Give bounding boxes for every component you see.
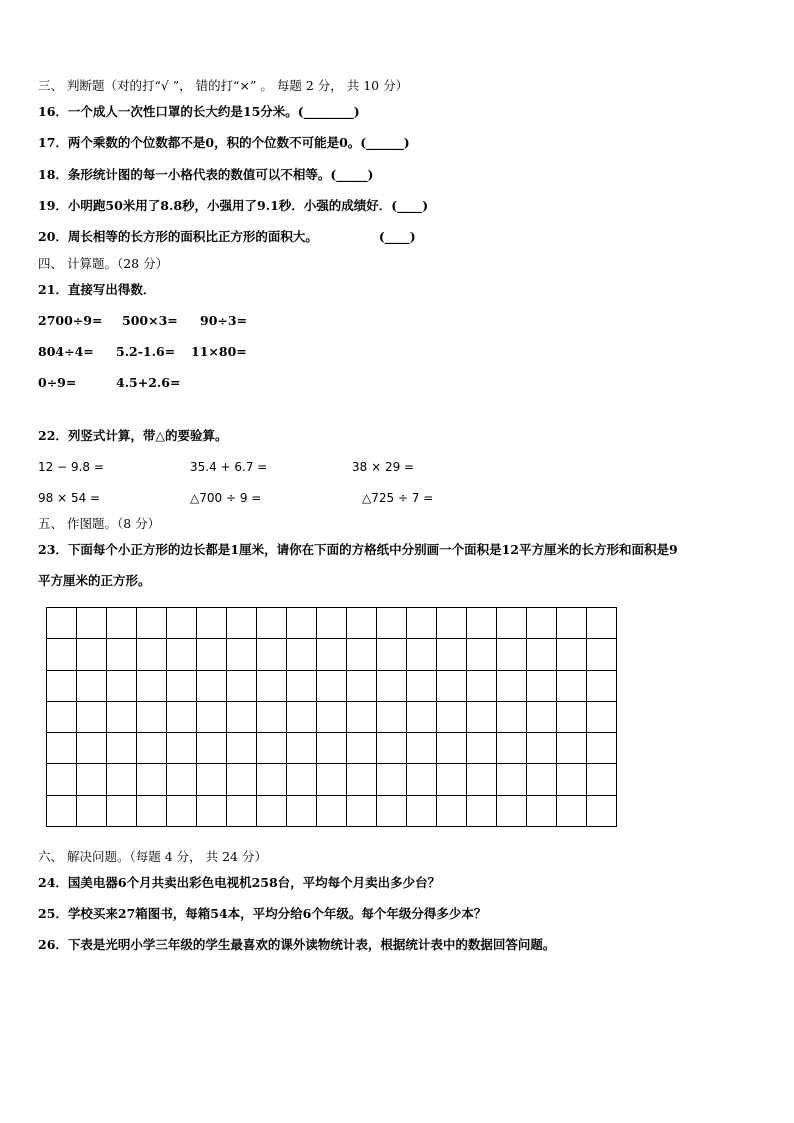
grid-cell xyxy=(197,639,227,670)
grid-cell xyxy=(197,795,227,826)
grid-cell xyxy=(227,639,257,670)
grid-cell xyxy=(557,701,587,732)
grid-cell xyxy=(437,764,467,795)
grid-cell xyxy=(557,795,587,826)
grid-cell xyxy=(227,670,257,701)
grid-cell xyxy=(107,733,137,764)
grid-cell xyxy=(107,639,137,670)
grid-cell xyxy=(197,733,227,764)
question-22-prompt: 22．列竖式计算，带△的要验算。 xyxy=(38,428,228,443)
calc-22-b: 35.4 + 6.7 = xyxy=(190,460,268,474)
grid-cell xyxy=(527,670,557,701)
calc-21-d: 804÷4= xyxy=(38,344,94,359)
grid-cell xyxy=(317,670,347,701)
grid-cell xyxy=(227,608,257,639)
grid-cell xyxy=(557,608,587,639)
grid-row xyxy=(47,639,617,670)
section-4-title: 四、 计算题。（28 分） xyxy=(38,256,169,271)
grid-cell xyxy=(377,795,407,826)
grid-cell xyxy=(257,608,287,639)
question-20: 20．周长相等的长方形的面积比正方形的面积大。 (____) xyxy=(38,229,416,244)
grid-cell xyxy=(47,670,77,701)
calc-21-a: 2700÷9= xyxy=(38,313,103,328)
grid-cell xyxy=(257,764,287,795)
grid-row xyxy=(47,764,617,795)
grid-cell xyxy=(437,608,467,639)
grid-cell xyxy=(347,639,377,670)
grid-cell xyxy=(437,733,467,764)
grid-row xyxy=(47,795,617,826)
calc-21-h: 4.5+2.6= xyxy=(116,375,181,390)
grid-cell xyxy=(347,795,377,826)
grid-cell xyxy=(77,670,107,701)
grid-cell xyxy=(587,764,617,795)
calc-22-f: △725 ÷ 7 = xyxy=(362,491,434,505)
question-24: 24．国美电器6个月共卖出彩色电视机258台，平均每个月卖出多少台？ xyxy=(38,875,441,890)
grid-cell xyxy=(137,608,167,639)
grid-cell xyxy=(437,795,467,826)
grid-cell xyxy=(197,670,227,701)
grid-cell xyxy=(77,701,107,732)
grid-cell xyxy=(317,701,347,732)
grid-cell xyxy=(77,764,107,795)
grid-cell xyxy=(77,639,107,670)
grid-cell xyxy=(587,608,617,639)
grid-cell xyxy=(527,701,557,732)
grid-cell xyxy=(167,639,197,670)
grid-row xyxy=(47,670,617,701)
grid-cell xyxy=(287,733,317,764)
grid-cell xyxy=(107,795,137,826)
grid-cell xyxy=(227,795,257,826)
grid-cell xyxy=(137,764,167,795)
grid-cell xyxy=(527,608,557,639)
grid-cell xyxy=(377,701,407,732)
calc-21-b: 500×3= xyxy=(122,313,178,328)
grid-cell xyxy=(287,608,317,639)
grid-cell xyxy=(77,608,107,639)
grid-cell xyxy=(107,701,137,732)
grid-cell xyxy=(317,764,347,795)
grid-cell xyxy=(497,639,527,670)
grid-cell xyxy=(437,639,467,670)
grid-cell xyxy=(497,701,527,732)
grid-cell xyxy=(407,701,437,732)
grid-cell xyxy=(287,701,317,732)
grid-cell xyxy=(317,608,347,639)
section-5-title: 五、 作图题。（8 分） xyxy=(38,516,161,531)
grid-cell xyxy=(47,608,77,639)
grid-cell xyxy=(557,733,587,764)
grid-cell xyxy=(167,701,197,732)
section-3-title: 三、 判断题（对的打“√ ”， 错的打“×” 。 每题 2 分， 共 10 分） xyxy=(38,78,409,93)
grid-cell xyxy=(77,733,107,764)
grid-cell xyxy=(467,795,497,826)
grid-cell xyxy=(467,670,497,701)
calc-21-g: 0÷9= xyxy=(38,375,77,390)
grid-cell xyxy=(257,795,287,826)
grid-cell xyxy=(467,733,497,764)
grid-cell xyxy=(137,639,167,670)
grid-cell xyxy=(377,733,407,764)
grid-cell xyxy=(587,670,617,701)
calc-22-c: 38 × 29 = xyxy=(352,460,415,474)
question-25: 25．学校买来27箱图书，每箱54本，平均分给6个年级。每个年级分得多少本？ xyxy=(38,906,487,921)
grid-cell xyxy=(317,733,347,764)
grid-cell xyxy=(407,795,437,826)
section-6-title: 六、 解决问题。（每题 4 分， 共 24 分） xyxy=(38,849,267,864)
grid-cell xyxy=(467,639,497,670)
grid-cell xyxy=(47,639,77,670)
grid-row xyxy=(47,733,617,764)
question-23-line-2: 平方厘米的正方形。 xyxy=(38,573,151,588)
grid-cell xyxy=(347,764,377,795)
grid-cell xyxy=(377,608,407,639)
grid-cell xyxy=(407,733,437,764)
grid-cell xyxy=(557,764,587,795)
calc-21-f: 11×80= xyxy=(191,344,247,359)
grid-cell xyxy=(347,670,377,701)
grid-cell xyxy=(227,701,257,732)
grid-cell xyxy=(317,639,347,670)
grid-cell xyxy=(347,701,377,732)
grid-cell xyxy=(377,639,407,670)
grid-cell xyxy=(287,670,317,701)
grid-cell xyxy=(347,608,377,639)
grid-cell xyxy=(467,608,497,639)
grid-cell xyxy=(347,733,377,764)
grid-cell xyxy=(407,764,437,795)
grid-cell xyxy=(587,639,617,670)
grid-cell xyxy=(497,764,527,795)
grid-cell xyxy=(47,764,77,795)
grid-cell xyxy=(167,795,197,826)
grid-cell xyxy=(587,701,617,732)
grid-cell xyxy=(527,764,557,795)
grid-cell xyxy=(47,701,77,732)
question-16: 16．一个成人一次性口罩的长大约是15分米。(________) xyxy=(38,104,360,119)
question-18: 18．条形统计图的每一小格代表的数值可以不相等。(_____) xyxy=(38,167,374,182)
grid-cell xyxy=(77,795,107,826)
grid-cell xyxy=(167,670,197,701)
grid-cell xyxy=(47,795,77,826)
question-19: 19．小明跑50米用了8.8秒，小强用了9.1秒．小强的成绩好．(____) xyxy=(38,198,429,213)
calc-22-e: △700 ÷ 9 = xyxy=(190,491,262,505)
grid-cell xyxy=(47,733,77,764)
grid-cell xyxy=(137,701,167,732)
grid-cell xyxy=(377,764,407,795)
grid-row xyxy=(47,608,617,639)
grid-cell xyxy=(497,608,527,639)
grid-cell xyxy=(557,670,587,701)
grid-cell xyxy=(257,701,287,732)
grid-cell xyxy=(437,670,467,701)
grid-cell xyxy=(107,670,137,701)
grid-cell xyxy=(467,764,497,795)
grid-cell xyxy=(257,670,287,701)
grid-cell xyxy=(557,639,587,670)
question-17: 17．两个乘数的个位数都不是0，积的个位数不可能是0。(______) xyxy=(38,135,410,150)
grid-cell xyxy=(587,733,617,764)
grid-cell xyxy=(437,701,467,732)
grid-cell xyxy=(407,608,437,639)
grid-cell xyxy=(527,639,557,670)
grid-cell xyxy=(257,733,287,764)
grid-cell xyxy=(137,670,167,701)
grid-cell xyxy=(167,764,197,795)
question-23-line-1: 23．下面每个小正方形的边长都是1厘米，请你在下面的方格纸中分别画一个面积是12平方厘米的长方形和面积是9 xyxy=(38,542,678,557)
grid-cell xyxy=(497,733,527,764)
grid-cell xyxy=(407,639,437,670)
calc-21-c: 90÷3= xyxy=(200,313,248,328)
grid-cell xyxy=(137,733,167,764)
grid-cell xyxy=(527,795,557,826)
question-26: 26．下表是光明小学三年级的学生最喜欢的课外读物统计表，根据统计表中的数据回答问题。 xyxy=(38,937,556,952)
grid-cell xyxy=(497,670,527,701)
grid-cell xyxy=(587,795,617,826)
grid-row xyxy=(47,701,617,732)
grid-cell xyxy=(287,764,317,795)
grid-cell xyxy=(197,764,227,795)
question-21-prompt: 21．直接写出得数． xyxy=(38,282,156,297)
grid-cell xyxy=(107,608,137,639)
grid-cell xyxy=(107,764,137,795)
grid-cell xyxy=(407,670,437,701)
grid-cell xyxy=(197,701,227,732)
grid-cell xyxy=(287,639,317,670)
grid-cell xyxy=(167,733,197,764)
grid-cell xyxy=(527,733,557,764)
grid-cell xyxy=(467,701,497,732)
grid-cell xyxy=(197,608,227,639)
calc-21-e: 5.2-1.6= xyxy=(116,344,176,359)
grid-cell xyxy=(497,795,527,826)
grid-cell xyxy=(227,733,257,764)
grid-cell xyxy=(287,795,317,826)
calc-22-a: 12 − 9.8 = xyxy=(38,460,104,474)
grid-cell xyxy=(377,670,407,701)
calc-22-d: 98 × 54 = xyxy=(38,491,101,505)
grid-cell xyxy=(167,608,197,639)
grid-cell xyxy=(227,764,257,795)
grid-cell xyxy=(137,795,167,826)
grid-cell xyxy=(317,795,347,826)
square-grid xyxy=(46,607,617,827)
grid-cell xyxy=(257,639,287,670)
